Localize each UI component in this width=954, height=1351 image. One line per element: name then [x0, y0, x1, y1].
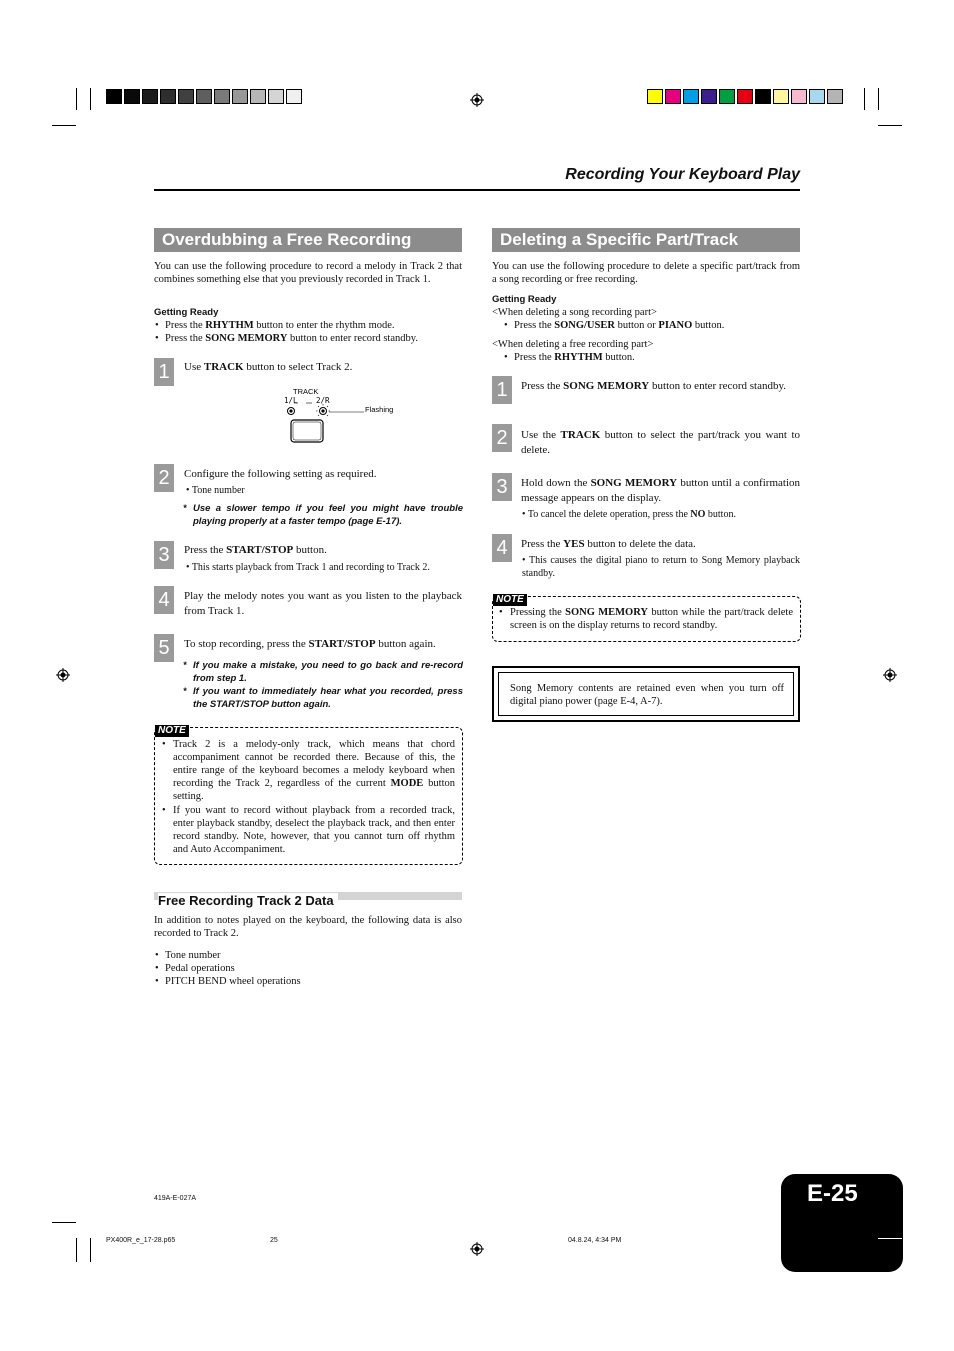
notice-text: Song Memory contents are retained even when you turn off digital piano power (page E-4, A-7). — [510, 683, 784, 707]
color-swatch — [178, 89, 194, 104]
step-number: 5 — [154, 634, 174, 662]
data-list-item: • PITCH BEND wheel operations — [165, 975, 301, 988]
grayscale-swatch-strip — [106, 89, 304, 106]
step-number: 3 — [492, 473, 512, 501]
file-page-number: 25 — [270, 1237, 278, 1244]
track-button-illustration — [280, 386, 410, 446]
track-2r-label: 2/R — [316, 396, 330, 405]
color-swatch — [268, 89, 284, 104]
step-number: 1 — [492, 376, 512, 404]
step-text: Play the melody notes you want as you listen to the playback from Track 1. — [184, 590, 462, 617]
registration-target-icon — [470, 1242, 484, 1256]
header-rule — [154, 189, 800, 191]
ready-item: • Press the RHYTHM button. — [514, 351, 800, 364]
registration-target-icon — [56, 668, 70, 682]
color-swatch — [106, 89, 122, 104]
color-swatch — [124, 89, 140, 104]
running-title: Recording Your Keyboard Play — [565, 166, 800, 183]
color-swatch — [196, 89, 212, 104]
color-swatch — [250, 89, 266, 104]
color-swatch — [737, 89, 753, 104]
data-list-item: • Tone number — [165, 949, 221, 962]
step-text: Hold down the SONG MEMORY button until a confirmation message appears on the display. — [521, 477, 800, 504]
track-1l-label: 1/L — [284, 396, 298, 405]
print-timestamp: 04.8.24, 4:34 PM — [568, 1237, 622, 1244]
color-swatch — [755, 89, 771, 104]
subsection-title: Free Recording Track 2 Data — [154, 892, 462, 900]
ready-item: • Press the SONG/USER button or PIANO button. — [514, 319, 800, 332]
color-swatch — [647, 89, 663, 104]
crop-mark — [878, 88, 879, 110]
color-swatch — [701, 89, 717, 104]
step-caution: * If you want to immediately hear what you recorded, press the START/STOP button again. — [193, 685, 463, 711]
color-swatch — [214, 89, 230, 104]
step-text: Use the TRACK button to select the part/track you want to delete. — [521, 429, 800, 456]
color-swatch — [773, 89, 789, 104]
step-text: Press the YES button to delete the data. — [521, 538, 696, 550]
crop-mark — [52, 1222, 76, 1223]
section-title-deleting: Deleting a Specific Part/Track — [492, 228, 800, 252]
step-sub-item: • To cancel the delete operation, press the NO button. — [522, 509, 736, 520]
section-title-overdubbing: Overdubbing a Free Recording — [154, 228, 462, 252]
color-swatch — [827, 89, 843, 104]
step-number: 4 — [492, 534, 512, 562]
color-swatch — [665, 89, 681, 104]
step-number: 1 — [154, 358, 174, 386]
step-caution: * If you make a mistake, you need to go back and re-record from step 1. — [193, 659, 463, 685]
color-swatch — [809, 89, 825, 104]
step-number: 2 — [492, 424, 512, 452]
ready-item: • Press the RHYTHM button to enter the rhythm mode. — [165, 319, 463, 332]
color-swatch — [232, 89, 248, 104]
crop-mark — [864, 88, 865, 110]
registration-target-icon — [470, 93, 484, 107]
crop-mark — [52, 125, 76, 126]
document-code: 419A-E-027A — [154, 1195, 197, 1202]
step-number: 4 — [154, 586, 174, 614]
case-label: <When deleting a song recording part> — [492, 307, 657, 318]
note-item: • If you want to record without playback from a recorded track, enter playback standby, deselect the playback track, and then enter record standby. Note, however, that you cannot turn off rhythm and Auto Accompaniment. — [162, 805, 455, 855]
subsection-paragraph: In addition to notes played on the keyboard, the following data is also recorded to Track 2. — [154, 915, 462, 939]
note-item: • Pressing the SONG MEMORY button while the part/track delete screen is on the display returns to record standby. — [499, 607, 793, 631]
crop-mark — [878, 125, 902, 126]
ready-item: • Press the SONG MEMORY button to enter record standby. — [165, 332, 463, 345]
crop-mark — [90, 88, 91, 110]
color-swatch — [286, 89, 302, 104]
track-label: TRACK — [293, 387, 319, 396]
getting-ready-label: Getting Ready — [154, 307, 219, 318]
color-swatch — [791, 89, 807, 104]
step-number: 3 — [154, 541, 174, 569]
crop-mark — [878, 1238, 902, 1239]
color-swatch — [683, 89, 699, 104]
step-sub-item: • This starts playback from Track 1 and recording to Track 2. — [186, 562, 430, 573]
step-text: To stop recording, press the START/STOP button again. — [184, 638, 436, 650]
color-swatch — [160, 89, 176, 104]
note-item: • Track 2 is a melody-only track, which means that chord accompaniment cannot be recorded there. Because of this, the entire range of the keyboard becomes a melody keyboard when recording the Track 2, regardless of the current MODE button setting. — [162, 739, 455, 802]
crop-mark — [76, 1238, 77, 1262]
registration-target-icon — [883, 668, 897, 682]
step-number: 2 — [154, 464, 174, 492]
color-swatch — [719, 89, 735, 104]
step-sub-item: • Tone number — [186, 485, 245, 496]
color-swatch — [142, 89, 158, 104]
file-name: PX400R_e_17-28.p65 — [106, 1237, 176, 1244]
note-tag: NOTE — [493, 594, 527, 606]
step-text: Press the START/STOP button. — [184, 544, 327, 556]
step-sub-item: • This causes the digital piano to return to Song Memory playback standby. — [522, 555, 800, 579]
notice-box — [492, 666, 800, 722]
getting-ready-label: Getting Ready — [492, 294, 557, 305]
crop-mark — [76, 88, 77, 110]
step-text: Configure the following setting as required. — [184, 468, 377, 480]
crop-mark — [90, 1238, 91, 1262]
step-text: Press the SONG MEMORY button to enter record standby. — [521, 380, 787, 392]
intro-paragraph: You can use the following procedure to delete a specific part/track from a song recording or free recording. — [492, 261, 800, 285]
flashing-label: Flashing — [365, 405, 394, 414]
color-swatch-strip — [647, 89, 845, 106]
page-number-badge: E-25 — [781, 1174, 903, 1272]
intro-paragraph: You can use the following procedure to record a melody in Track 2 that combines something else that you previously recorded in Track 1. — [154, 261, 462, 285]
data-list-item: • Pedal operations — [165, 962, 235, 975]
step-caution: * Use a slower tempo if you feel you might have trouble playing properly at a faster tempo (page E-17). — [193, 502, 463, 528]
step-text: Use TRACK button to select Track 2. — [184, 361, 353, 373]
case-label: <When deleting a free recording part> — [492, 339, 654, 350]
note-tag: NOTE — [155, 725, 189, 737]
